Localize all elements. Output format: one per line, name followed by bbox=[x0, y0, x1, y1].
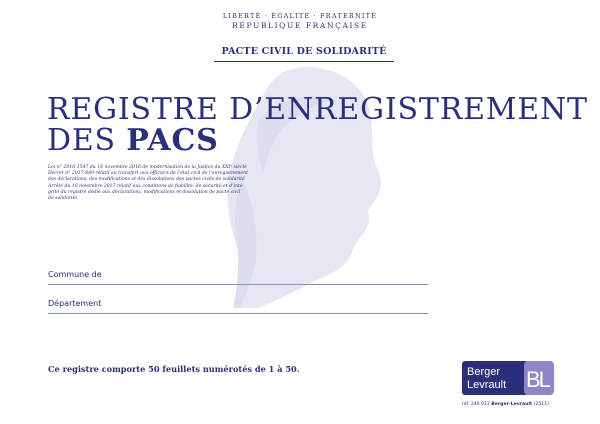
departement-field[interactable] bbox=[48, 313, 428, 314]
legal-line: Décret n° 2017-889 relatif au transfert aux officiers de l’état civil de l’enregistrement bbox=[48, 171, 248, 177]
title-pacs: PACS bbox=[126, 123, 219, 158]
registry-page-count-note: Ce registre comporte 50 feuillets numérotés de 1 à 50. bbox=[48, 364, 300, 374]
ref-suffix: (2511) bbox=[532, 402, 549, 407]
commune-field[interactable] bbox=[48, 284, 428, 285]
legal-line: Loi n° 2016-1547 du 18 novembre 2016 de modernisation de la Justice du XXIᵉ siècle bbox=[48, 165, 247, 170]
subtitle-underline bbox=[214, 61, 394, 62]
document-title-line-1: REGISTRE D’ENREGISTREMENT bbox=[47, 92, 588, 127]
legal-line: Arrêté du 10 novembre 2017 relatif aux conditions de fiabilité, de sécurité et d’inté- bbox=[48, 183, 245, 189]
logo-initials: BL bbox=[526, 367, 549, 392]
republic-name: RÉPUBLIQUE FRANÇAISE bbox=[232, 21, 368, 30]
legal-line: de solidarité bbox=[48, 196, 78, 202]
commune-label: Commune de bbox=[48, 270, 102, 279]
legal-line: des déclarations, des modifications et des dissolutions des pactes civils de solidarité bbox=[48, 177, 245, 183]
ref-brand: Berger-Levrault bbox=[491, 402, 533, 407]
ref-prefix: réf. 240 013 bbox=[462, 402, 492, 407]
departement-label: Département bbox=[48, 299, 102, 308]
logo-line-2: Levrault bbox=[467, 379, 507, 391]
document-subtitle: PACTE CIVIL DE SOLIDARITÉ bbox=[221, 46, 387, 57]
title-prefix: DES bbox=[47, 123, 127, 158]
republic-motto: LIBERTÉ · ÉGALITÉ · FRATERNITÉ bbox=[222, 12, 378, 20]
legal-line: grité du registre dédié aux déclarations, modifications et dissolution de pacte civil bbox=[48, 189, 241, 195]
logo-line-1: Berger bbox=[467, 366, 501, 378]
document-title-line-2 bbox=[47, 123, 219, 158]
berger-levrault-logo bbox=[462, 361, 554, 395]
publisher-reference bbox=[462, 402, 549, 407]
legal-references bbox=[48, 165, 276, 202]
